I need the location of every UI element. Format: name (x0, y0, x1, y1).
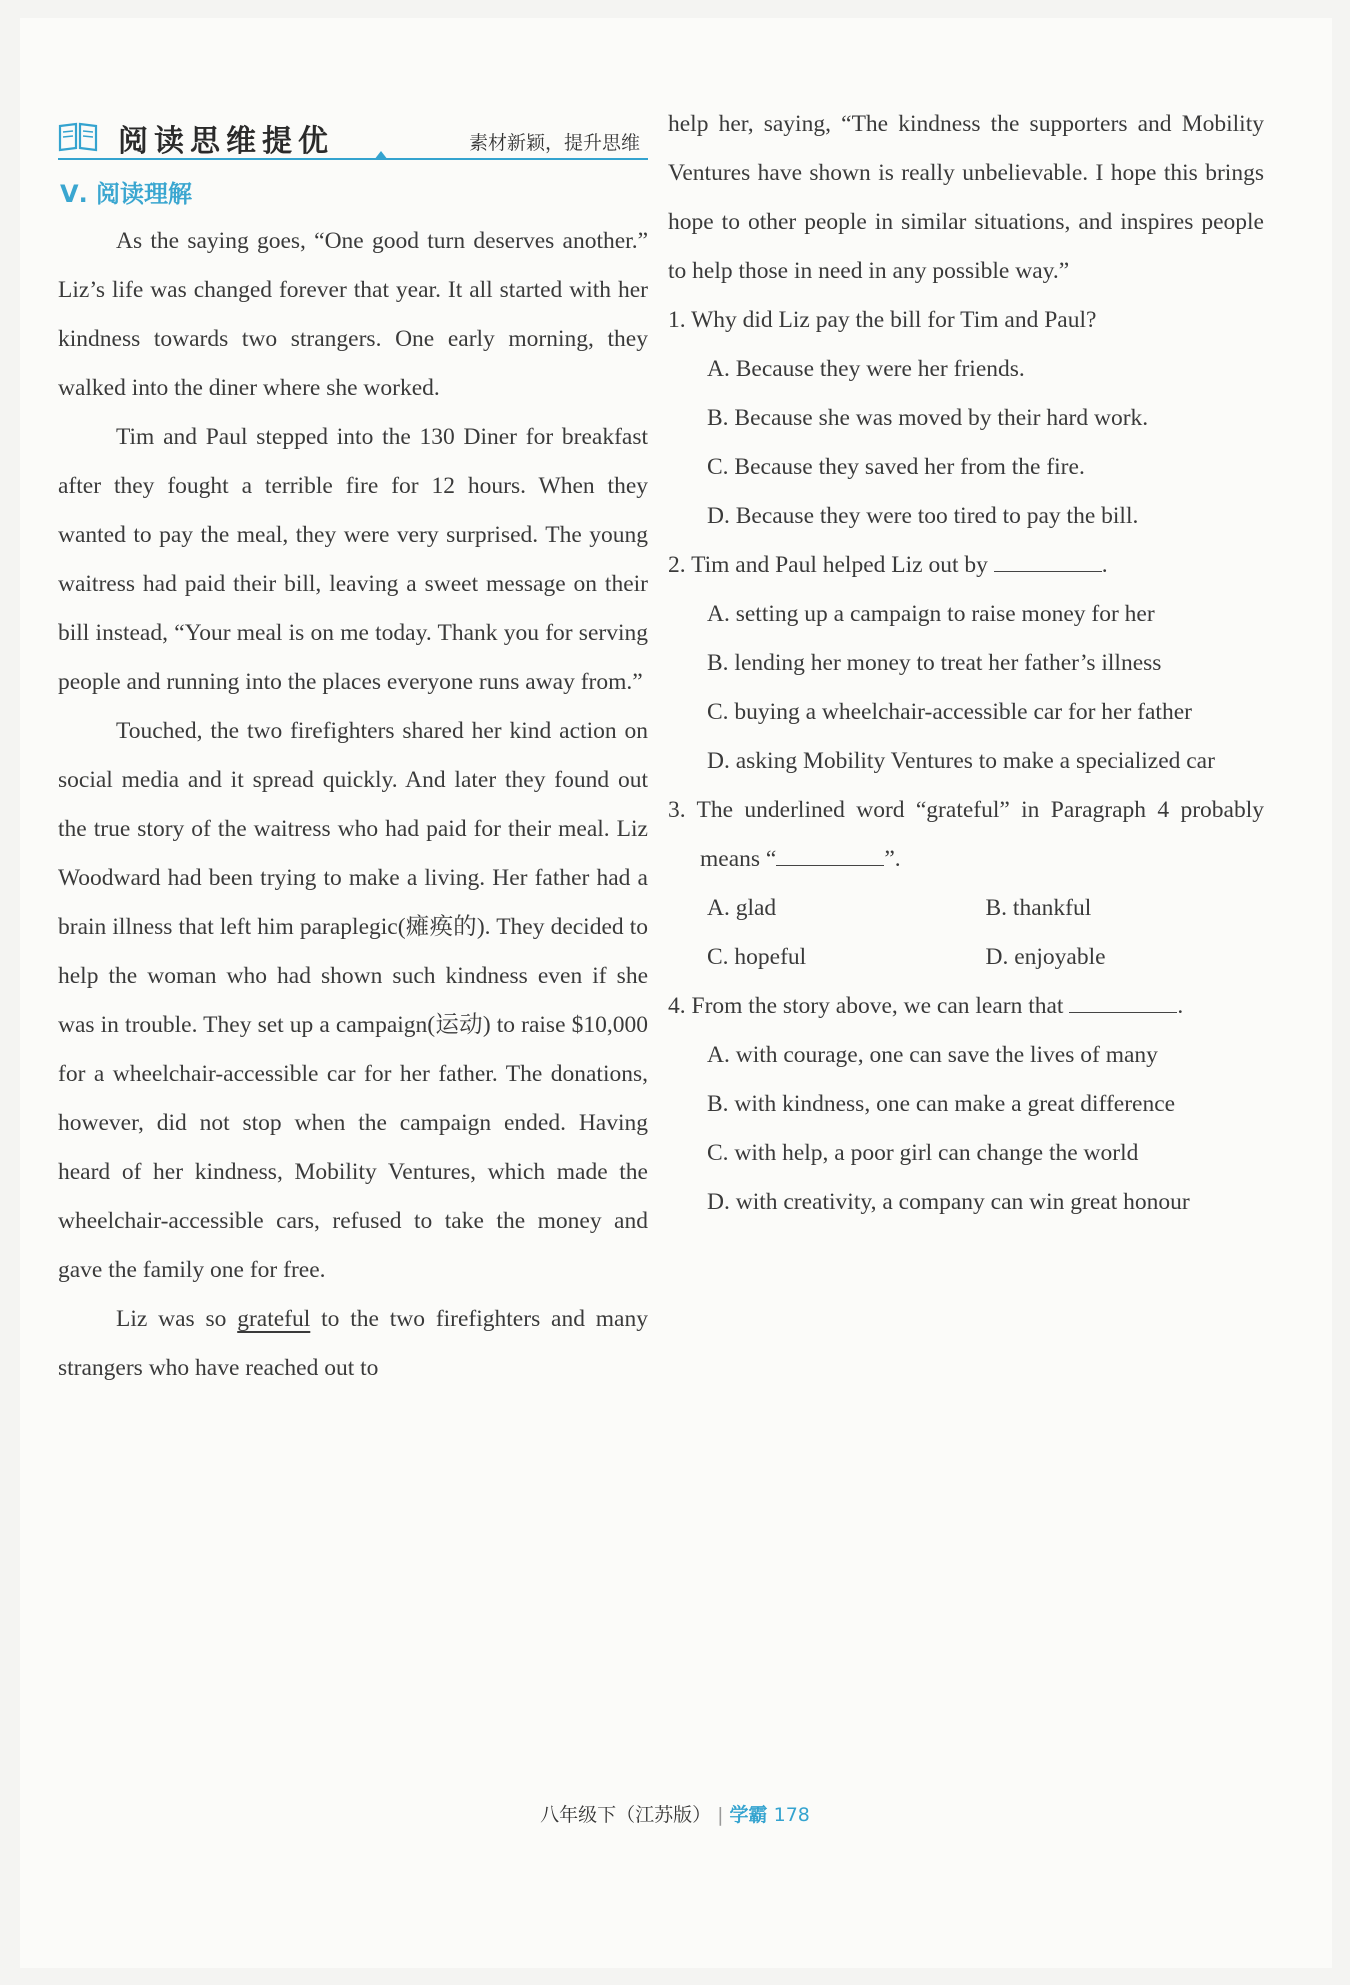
grade-label: 八年级下（江苏版） (540, 1804, 712, 1826)
question-stem (668, 541, 1264, 590)
stem-end: . (1177, 993, 1184, 1019)
underlined-word: grateful (237, 1306, 311, 1332)
p4-text-after-left: to the two firefighters and many strangers who have reached out to (58, 1306, 648, 1381)
stem-text: 3. The underlined word “grateful” in Paragraph 4 probably means “ (668, 797, 1264, 872)
option-a[interactable]: A. Because they were her friends. (707, 356, 1025, 382)
stem-text: 2. Tim and Paul helped Liz out by (668, 552, 988, 578)
passage-paragraph-1: As the saying goes, “One good turn deserves another.” Liz’s life was changed forever that year. It all started with her kindness towards two strangers. One early morning, they walked into the diner where she worked. (58, 228, 648, 401)
option-d[interactable]: D. asking Mobility Ventures to make a specialized car (707, 748, 1215, 774)
header-triangle-marker (374, 151, 388, 160)
option-a[interactable]: A. glad (707, 895, 777, 921)
page-footer (0, 1800, 1350, 1827)
option-d[interactable]: D. Because they were too tired to pay the bill. (707, 503, 1139, 529)
option-b[interactable]: B. lending her money to treat her father’s illness (707, 650, 1162, 676)
question-4 (668, 982, 1264, 1227)
brand-label: 学霸 (729, 1804, 768, 1826)
option-b[interactable]: B. thankful (985, 895, 1092, 921)
left-column (58, 108, 648, 1393)
footer-separator: | (717, 1804, 724, 1826)
option-c[interactable]: C. with help, a poor girl can change the world (707, 1140, 1139, 1166)
passage-paragraph-4 (58, 1295, 648, 1393)
p4-text-before: Liz was so (116, 1306, 238, 1332)
option-a[interactable]: A. with courage, one can save the lives of many (707, 1042, 1158, 1068)
options-row-1 (668, 884, 1264, 933)
options-row-2 (668, 933, 1264, 982)
question-2 (668, 541, 1264, 786)
stem-text: 4. From the story above, we can learn that (668, 993, 1064, 1019)
section-label: Ⅴ. 阅读理解 (60, 180, 193, 208)
option-a[interactable]: A. setting up a campaign to raise money for her (707, 601, 1155, 627)
option-d[interactable]: D. enjoyable (985, 944, 1106, 970)
question-1 (668, 296, 1264, 541)
question-stem (668, 982, 1264, 1031)
right-column (668, 108, 1264, 1227)
option-c[interactable]: C. hopeful (707, 944, 807, 970)
stem-end: . (1101, 552, 1108, 578)
question-stem: 1. Why did Liz pay the bill for Tim and Paul? (668, 307, 1097, 333)
answer-blank[interactable] (1069, 990, 1177, 1013)
option-b[interactable]: B. with kindness, one can make a great difference (707, 1091, 1176, 1117)
answer-blank[interactable] (994, 549, 1102, 572)
stem-end: ”. (884, 846, 901, 872)
passage-paragraph-3: Touched, the two firefighters shared her kind action on social media and it spread quickly. And later they found out the true story of the waitress who had paid for their meal. Liz Woodward had been trying to make a living. Her father had a brain illness that left him paraplegic(瘫痪的). They decided to help the woman who had shown such kindness even if she was in trouble. They set up a campaign(运动) to raise $10,000 for a wheelchair-accessible car for her father. The donations, however, did not stop when the campaign ended. Having heard of her kindness, Mobility Ventures, which made the wheelchair-accessible cars, refused to take the money and gave the family one for free. (58, 718, 648, 1283)
answer-blank[interactable] (776, 843, 884, 866)
option-c[interactable]: C. Because they saved her from the fire. (707, 454, 1085, 480)
passage-paragraph-2: Tim and Paul stepped into the 130 Diner for breakfast after they fought a terrible fire for 12 hours. When they wanted to pay the meal, they were very surprised. The young waitress had paid their bill, leaving a sweet message on their bill instead, “Your meal is on me today. Thank you for serving people and running into the places everyone runs away from.” (58, 424, 648, 695)
section-header (58, 108, 648, 160)
option-d[interactable]: D. with creativity, a company can win great honour (707, 1189, 1190, 1215)
open-book-icon (58, 120, 98, 152)
option-b[interactable]: B. Because she was moved by their hard work. (707, 405, 1149, 431)
section-subtitle: 素材新颖，提升思维 (468, 132, 640, 154)
page-number: 178 (773, 1804, 810, 1826)
question-stem (668, 786, 1264, 884)
option-c[interactable]: C. buying a wheelchair-accessible car for her father (707, 699, 1192, 725)
section-title: 阅读思维提优 (118, 124, 334, 159)
question-3 (668, 786, 1264, 982)
passage-paragraph-4-continued: help her, saying, “The kindness the supporters and Mobility Ventures have shown is really unbelievable. I hope this brings hope to other people in similar situations, and inspires people to help those in need in any possible way.” (668, 111, 1264, 284)
